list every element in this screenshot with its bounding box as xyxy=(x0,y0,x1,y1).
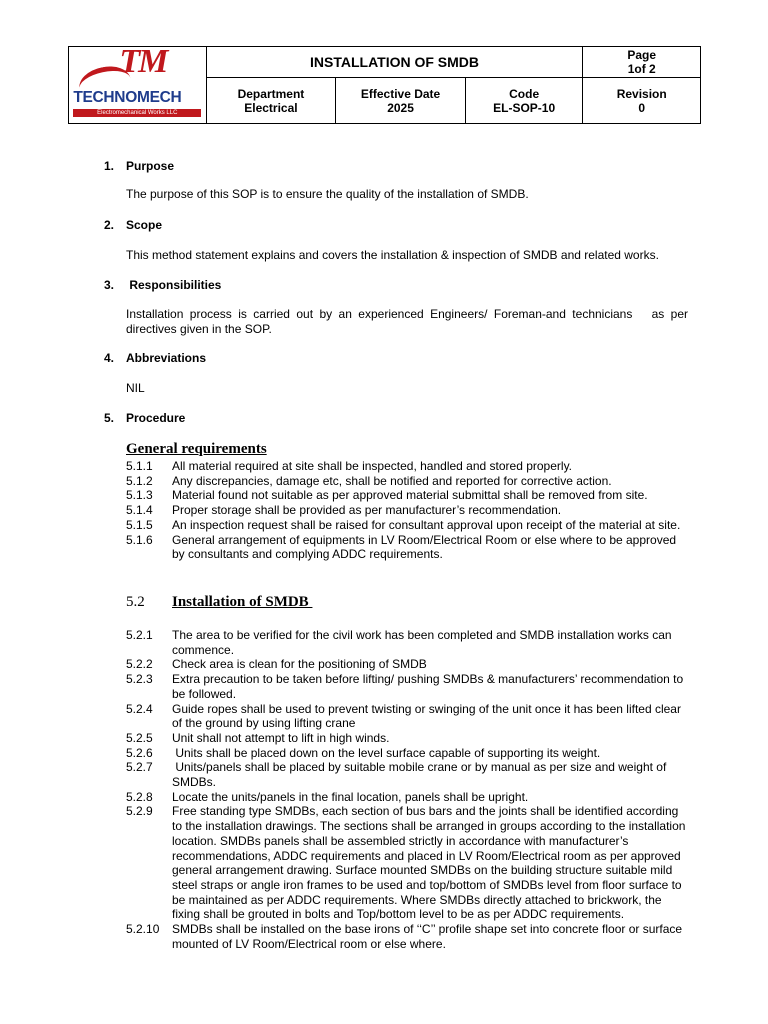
item-text: General arrangement of equipments in LV Room/Electrical Room or else where to be approved by consultants and complying ADDC requirements. xyxy=(172,532,677,562)
code-cell xyxy=(465,78,583,124)
section-number: 4. xyxy=(104,351,115,365)
item-number: 5.1.2 xyxy=(126,473,153,488)
list-item xyxy=(126,804,688,922)
section-number: 3. xyxy=(104,278,115,292)
item-number: 5.2.1 xyxy=(126,628,153,642)
item-text: Proper storage shall be provided as per manufacturer’s recommendation. xyxy=(172,503,562,518)
page-value: 1of 2 xyxy=(627,62,656,76)
list-item xyxy=(126,518,688,533)
section-title: Responsibilities xyxy=(126,278,222,292)
responsibilities-text: Installation process is carried out by an experienced Engineers/ Foreman-and technicians as per directives given in the SOP. xyxy=(126,307,692,336)
list-item xyxy=(126,628,688,657)
document-title: INSTALLATION OF SMDB xyxy=(206,47,583,78)
revision-cell xyxy=(583,78,701,124)
item-number: 5.2.2 xyxy=(126,657,153,672)
section-number: 2. xyxy=(104,218,115,232)
purpose-text: The purpose of this SOP is to ensure the quality of the installation of SMDB. xyxy=(126,187,529,201)
item-number: 5.2.9 xyxy=(126,804,153,819)
code-value: EL-SOP-10 xyxy=(493,100,556,115)
list-item xyxy=(126,702,688,731)
item-text: All material required at site shall be inspected, handled and stored properly. xyxy=(172,459,573,473)
page-cell xyxy=(583,47,701,78)
document-header-table xyxy=(68,43,701,124)
item-number: 5.2.6 xyxy=(126,745,153,760)
revision-value: 0 xyxy=(638,100,646,115)
section-title: Purpose xyxy=(126,159,175,173)
general-requirements-list xyxy=(126,459,688,562)
item-number: 5.1.6 xyxy=(126,532,153,547)
section-number: 5. xyxy=(104,411,115,425)
department-cell xyxy=(206,78,336,124)
logo-name: TECHNOMECH xyxy=(73,89,182,106)
effective-date-value: 2025 xyxy=(387,100,414,115)
list-item xyxy=(126,503,688,518)
effective-date-cell xyxy=(336,78,466,124)
item-text: The area to be verified for the civil work has been completed and SMDB installation works can commence. xyxy=(172,628,672,657)
section-title: Scope xyxy=(126,218,163,232)
item-number: 5.1.5 xyxy=(126,517,153,532)
list-item xyxy=(126,459,688,474)
item-number: 5.1.4 xyxy=(126,503,153,518)
list-item xyxy=(126,790,688,805)
company-logo xyxy=(71,43,203,117)
department-label: Department xyxy=(237,86,305,101)
item-number: 5.1.3 xyxy=(126,488,153,503)
item-number: 5.1.1 xyxy=(126,459,153,473)
section-title: Abbreviations xyxy=(126,351,207,365)
list-item xyxy=(126,746,688,761)
list-item xyxy=(126,488,688,503)
item-text: Free standing type SMDBs, each section of bus bars and the joints shall be identified according to the installation drawings. The sections shall be arranged in groups according to the installation location. SMDBs panels shall be assembled strictly in accordance with manufacturer’s recommendations, ADDC requirements and placed in LV Room/Electrical room as per approved general arrangement drawing. Surface mounted SMDBs on the building structure suitable mild steel straps or angle iron frames to be used and top/bottom of SMDBs level from floor surface to be maintained as per ADDC requirements. Where SMDBs directly attached to brickwork, the fixing shall be grouted in bolts and Top/bottom level to be as per ADDC requirements. xyxy=(172,804,686,922)
section-number: 1. xyxy=(104,159,115,173)
department-value: Electrical xyxy=(244,100,298,115)
list-item xyxy=(126,760,688,789)
scope-text: This method statement explains and covers the installation & inspection of SMDB and related works. xyxy=(126,248,659,262)
item-text: Units shall be placed down on the level surface capable of supporting its weight. xyxy=(172,745,601,760)
list-item xyxy=(126,474,688,489)
logo-mark: TM xyxy=(119,43,167,80)
item-text: SMDBs shall be installed on the base irons of ‘‘C’’ profile shape set into concrete floor or surface mounted of LV Room/Electrical room or else where. xyxy=(172,922,683,951)
item-number: 5.2.5 xyxy=(126,730,153,745)
item-number: 5.2.3 xyxy=(126,672,153,687)
item-text: Any discrepancies, damage etc, shall be notified and reported for corrective action. xyxy=(172,473,612,488)
page-label: Page xyxy=(627,48,657,62)
list-item xyxy=(126,731,688,746)
installation-list xyxy=(126,628,688,951)
item-text: Units/panels shall be placed by suitable mobile crane or by manual as per size and weight of SMDBs. xyxy=(172,760,670,790)
item-text: Unit shall not attempt to lift in high winds. xyxy=(172,730,390,745)
abbreviations-text: NIL xyxy=(126,381,145,395)
general-requirements-heading: General requirements xyxy=(126,441,267,457)
item-number: 5.2.7 xyxy=(126,760,153,775)
logo-tagline: Electromechanical Works LLC xyxy=(73,109,201,117)
list-item xyxy=(126,922,688,951)
revision-label: Revision xyxy=(616,86,667,101)
effective-date-label: Effective Date xyxy=(360,86,441,101)
section-title: Procedure xyxy=(126,411,186,425)
code-label: Code xyxy=(509,86,540,101)
item-text: Material found not suitable as per approved material submittal shall be removed from site. xyxy=(172,488,648,503)
list-item xyxy=(126,657,688,672)
item-number: 5.2.8 xyxy=(126,789,153,804)
item-text: Check area is clean for the positioning of SMDB xyxy=(172,657,427,672)
logo-cell xyxy=(69,43,207,124)
list-item xyxy=(126,533,688,562)
item-number: 5.2.4 xyxy=(126,701,153,716)
item-text: Extra precaution to be taken before lifting/ pushing SMDBs & manufacturers’ recommendation to be followed. xyxy=(172,672,684,701)
installation-section-number: 5.2 xyxy=(126,594,145,610)
item-text: Locate the units/panels in the final location, panels shall be upright. xyxy=(172,789,529,804)
list-item xyxy=(126,672,688,701)
installation-section-heading: Installation of SMDB xyxy=(172,594,313,610)
item-text: Guide ropes shall be used to prevent twisting or swinging of the unit once it has been lifted clear of the ground by using lifting crane xyxy=(172,701,681,731)
item-number: 5.2.10 xyxy=(126,922,160,937)
item-text: An inspection request shall be raised for consultant approval upon receipt of the material at site. xyxy=(172,517,681,532)
